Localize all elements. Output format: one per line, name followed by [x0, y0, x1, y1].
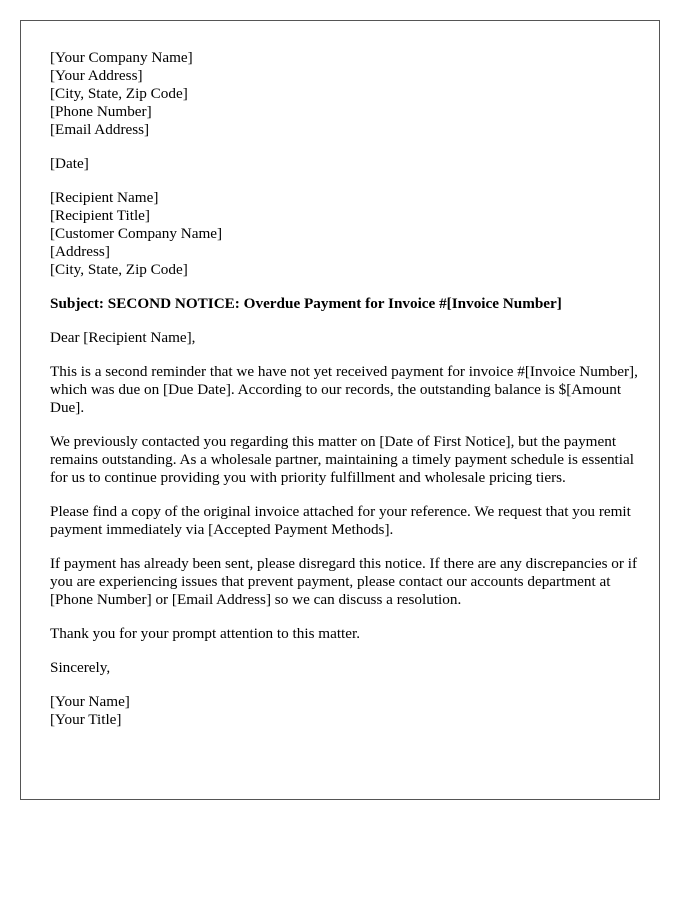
paragraph-invoice-attached: Please find a copy of the original invoice attached for your reference. We request that you remit payment immediately via [Accepted Payment Methods]. — [50, 503, 631, 538]
date-block — [50, 155, 640, 173]
sender-company: [Your Company Name] — [50, 49, 193, 66]
sender-phone: [Phone Number] — [50, 103, 152, 120]
recipient-city-state-zip: [City, State, Zip Code] — [50, 261, 188, 278]
recipient-title: [Recipient Title] — [50, 207, 150, 224]
sender-city-state-zip: [City, State, Zip Code] — [50, 85, 188, 102]
sender-email: [Email Address] — [50, 121, 150, 138]
recipient-address: [Address] — [50, 243, 110, 260]
paragraph-thank-you: Thank you for your prompt attention to this matter. — [50, 625, 361, 642]
recipient-company: [Customer Company Name] — [50, 225, 223, 242]
sender-block — [50, 49, 640, 139]
subject-line: Subject: SECOND NOTICE: Overdue Payment for Invoice #[Invoice Number] — [50, 295, 562, 312]
signature-name: [Your Name] — [50, 693, 130, 710]
letter-body — [50, 49, 640, 729]
signature-title: [Your Title] — [50, 711, 122, 728]
signature-block — [50, 693, 640, 729]
sender-address: [Your Address] — [50, 67, 143, 84]
closing: Sincerely, — [50, 659, 111, 676]
letter-page — [20, 20, 660, 800]
paragraph-previous-contact: We previously contacted you regarding this matter on [Date of First Notice], but the payment remains outstanding. As a wholesale partner, maintaining a timely payment schedule is essential for us to continue providing you with priority fulfillment and wholesale pricing tiers. — [50, 433, 634, 486]
paragraph-reminder: This is a second reminder that we have not yet received payment for invoice #[Invoice Number], which was due on [Due Date]. According to our records, the outstanding balance is $[Amount Due]. — [50, 363, 638, 416]
salutation: Dear [Recipient Name], — [50, 329, 196, 346]
recipient-name: [Recipient Name] — [50, 189, 159, 206]
letter-date: [Date] — [50, 155, 89, 172]
recipient-block — [50, 189, 640, 279]
paragraph-discrepancies: If payment has already been sent, please disregard this notice. If there are any discrepancies or if you are experiencing issues that prevent payment, please contact our accounts department at [Phone Number] or [Email Address] so we can discuss a resolution. — [50, 555, 637, 608]
